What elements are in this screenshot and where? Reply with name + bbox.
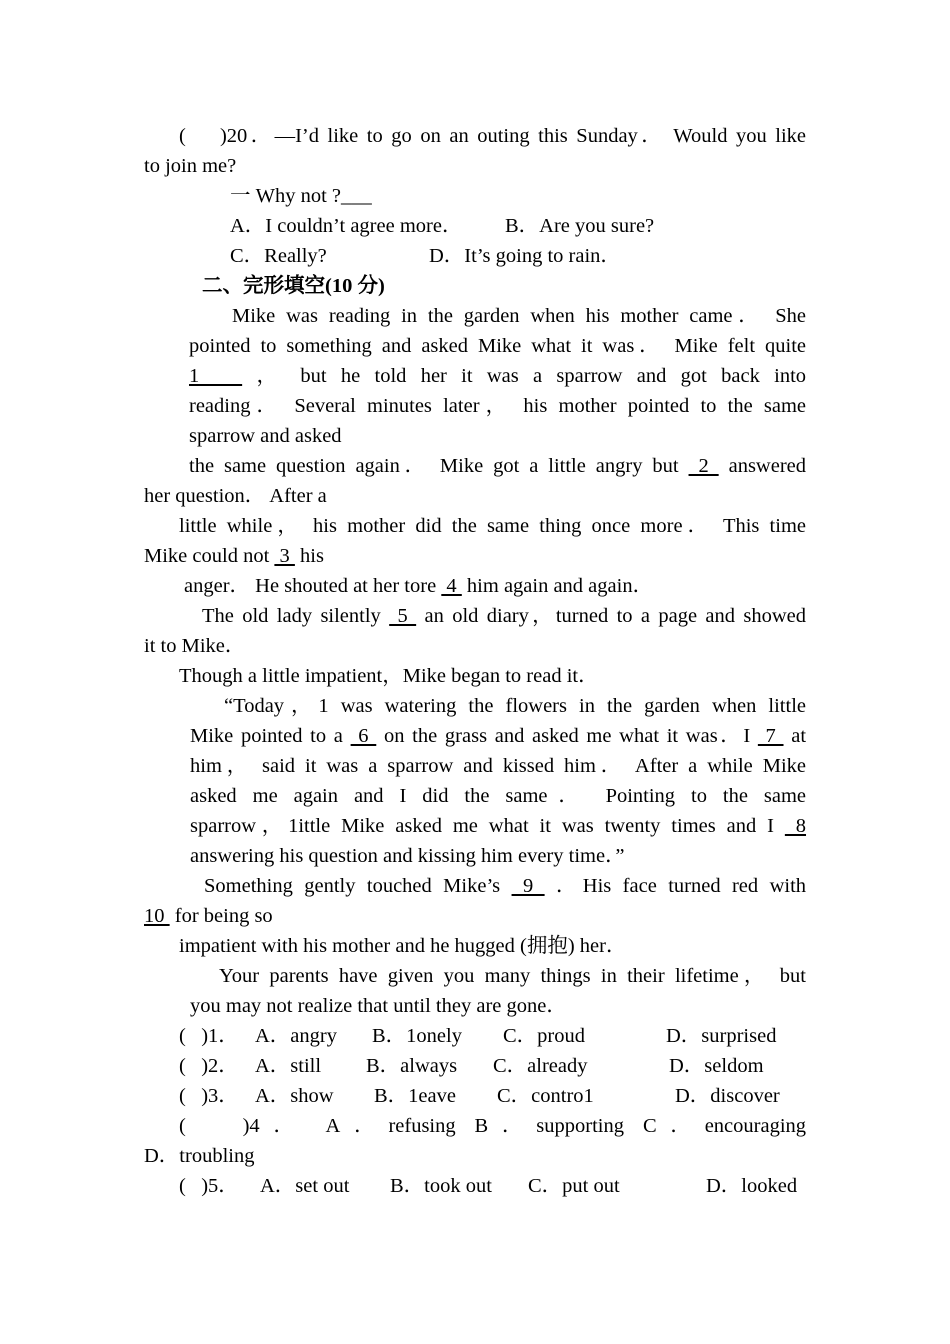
- question-20-reply: 一 Why not ?___: [230, 185, 372, 207]
- option-d: D．discover: [675, 1085, 780, 1107]
- option-b: B．1onely: [372, 1025, 462, 1047]
- passage-line: impatient with his mother and he hugged (拥抱) her．: [179, 935, 627, 957]
- passage-line: the same question again． Mike got a little angry but 2 answered: [189, 455, 806, 477]
- option-b: B．Are you sure?: [505, 215, 655, 237]
- option-c: C．already: [493, 1055, 588, 1077]
- option-c: C．contro1: [497, 1085, 594, 1107]
- blank-2: 2: [688, 455, 719, 477]
- question-row-cont: [144, 1141, 806, 1171]
- option-b: B．took out: [390, 1175, 492, 1197]
- question-number: ( )1．: [179, 1025, 239, 1047]
- passage-line: little while， his mother did the same thing once more． This time: [179, 515, 806, 537]
- passage-line: sparrow and asked: [189, 425, 342, 447]
- option-c: C．Really?: [230, 245, 327, 267]
- passage-line: anger． He shouted at her tore 4 him again and again．: [184, 575, 654, 597]
- section-title: 二、完形填空(10 分): [202, 275, 385, 297]
- question-number: ( )5．: [179, 1175, 239, 1197]
- option-row-ab: [230, 211, 892, 241]
- blank-10: 10: [144, 905, 170, 927]
- option-c: C．proud: [503, 1025, 585, 1047]
- option-a: A．I couldn’t agree more．: [230, 215, 463, 237]
- option-a: A．refusing: [325, 1115, 456, 1137]
- blank-5: 5: [389, 605, 417, 627]
- question-number: ( )4．: [179, 1115, 308, 1137]
- question-number: ( )3．: [179, 1085, 239, 1107]
- passage-line: 1 ， but he told her it was a sparrow and got back into: [189, 365, 807, 387]
- question-row: [179, 1111, 806, 1141]
- option-a: A．angry: [255, 1025, 337, 1047]
- passage-line: reading． Several minutes later， his mother pointed to the same: [189, 395, 806, 417]
- passage-line: it to Mike．: [144, 635, 246, 657]
- question-number: ( )2．: [179, 1055, 239, 1077]
- option-b: B．always: [366, 1055, 458, 1077]
- blank-7: 7: [757, 725, 784, 747]
- question-20-stem: ( )20．—I’d like to go on an outing this Sunday． Would you like: [179, 125, 806, 147]
- question-row: [179, 1081, 841, 1111]
- question-row: [179, 1051, 841, 1081]
- option-a: A．set out: [260, 1175, 350, 1197]
- blank-1: 1: [189, 365, 243, 387]
- passage-line: Something gently touched Mike’s 9 ．His face turned red with: [204, 875, 807, 897]
- blank-4: 4: [441, 575, 462, 597]
- question-20-stem-cont: to join me?: [144, 155, 237, 177]
- passage-line: Your parents have given you many things in their lifetime， but: [219, 965, 806, 987]
- option-d: D．troubling: [144, 1145, 255, 1167]
- passage-line: Mike was reading in the garden when his mother came． She: [232, 305, 806, 327]
- option-a: A．still: [255, 1055, 322, 1077]
- passage-line: Mike could not 3 his: [144, 545, 324, 567]
- option-d: D．surprised: [666, 1025, 777, 1047]
- option-a: A．show: [255, 1085, 334, 1107]
- option-d: D．seldom: [669, 1055, 764, 1077]
- option-b: B．supporting: [474, 1115, 625, 1137]
- blank-3: 3: [274, 545, 295, 567]
- option-d: D．It’s going to rain．: [429, 245, 621, 267]
- option-c: C．encouraging: [642, 1115, 807, 1137]
- diary-line: asked me again and I did the same． Pointing to the same: [190, 785, 806, 807]
- blank-8: 8: [784, 815, 807, 837]
- passage-line: pointed to something and asked Mike what it was． Mike felt quite: [189, 335, 806, 357]
- option-b: B．1eave: [374, 1085, 456, 1107]
- passage-line: Though a little impatient，Mike began to read it．: [179, 665, 599, 687]
- diary-line: Mike pointed to a 6 on the grass and asked me what it was．I 7 at: [190, 725, 807, 747]
- question-row: [179, 1171, 841, 1201]
- diary-line: “Today，1 was watering the flowers in the garden when little: [224, 695, 806, 717]
- passage-line: you may not realize that until they are gone．: [190, 995, 567, 1017]
- option-d: D．looked: [706, 1175, 798, 1197]
- passage-line: her question． After a: [144, 485, 327, 507]
- option-c: C．put out: [528, 1175, 620, 1197]
- diary-line: him， said it was a sparrow and kissed him． After a while Mike: [190, 755, 806, 777]
- option-row-cd: [230, 241, 892, 271]
- blank-6: 6: [350, 725, 377, 747]
- diary-line: sparrow，1ittle Mike asked me what it was twenty times and I 8: [190, 815, 807, 837]
- blank-9: 9: [511, 875, 545, 897]
- passage-line: The old lady silently 5 an old diary，turned to a page and showed: [202, 605, 806, 627]
- question-row: [179, 1021, 841, 1051]
- passage-line: 10 for being so: [144, 905, 273, 927]
- diary-line: answering his question and kissing him every time．”: [190, 845, 625, 867]
